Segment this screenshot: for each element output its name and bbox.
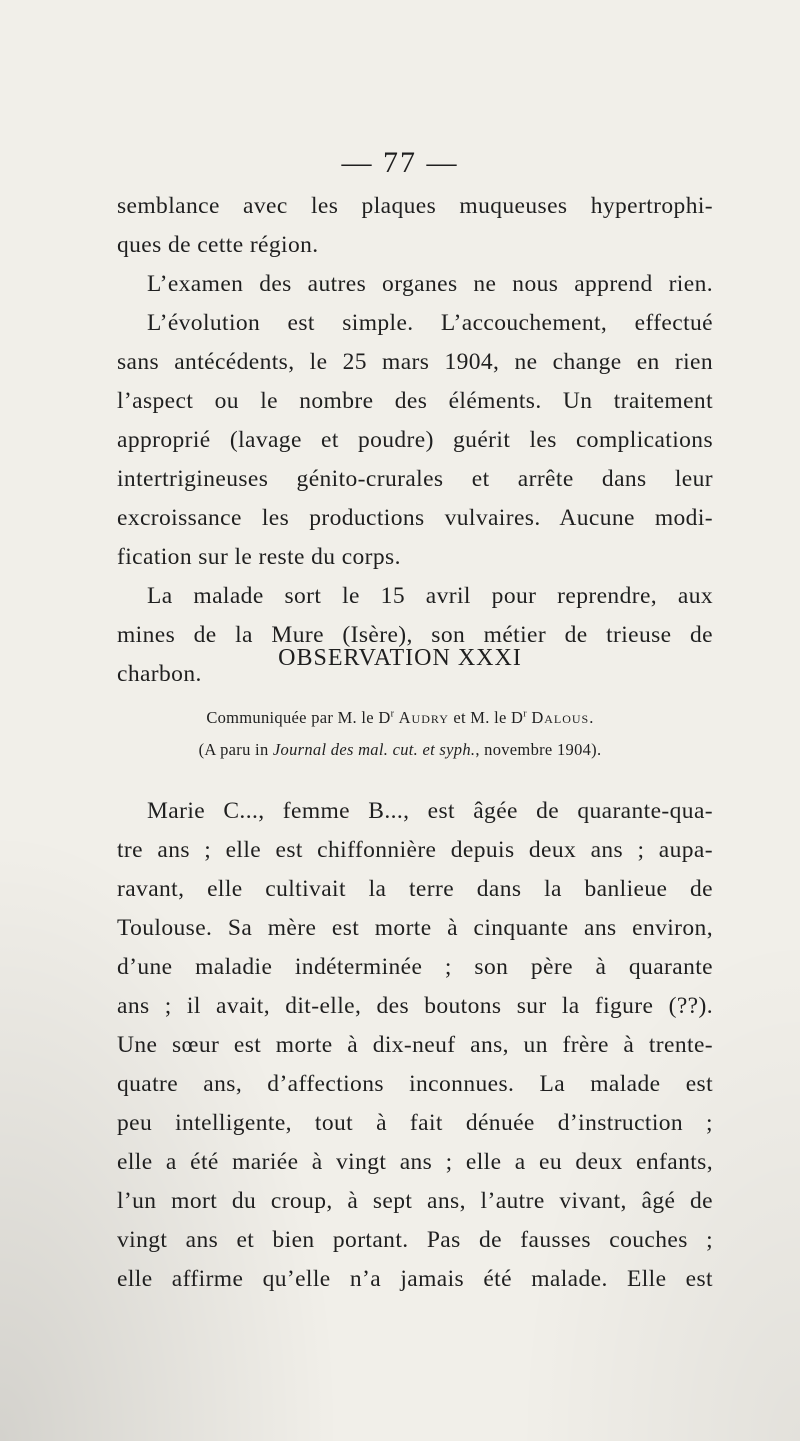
text-line: Une sœur est morte à dix-neuf ans, un frère à trente- [117,1032,713,1058]
page-number: — 77 — [341,146,459,179]
note-sup: r [390,708,395,720]
text-line: intertrigineuses génito-crurales et arrête dans leur [117,466,713,492]
text-line: d’une maladie indéterminée ; son père à quarante [117,954,713,980]
text-line: l’aspect ou le nombre des éléments. Un traitement [117,388,713,414]
paragraph-observation [117,792,713,1299]
text-line: Marie C..., femme B..., est âgée de quarante-qua- [147,798,713,824]
note-sup: r [523,708,527,720]
note-mid: et M. le D [448,708,524,727]
note-prefix: Communiquée par M. le D [206,708,391,727]
text-line: peu intelligente, tout à fait dénuée d’instruction ; [117,1110,713,1136]
text-line: L’évolution est simple. L’accouchement, effectué [147,310,713,336]
author-name: Audry [398,708,449,727]
text-line: l’un mort du croup, à sept ans, l’autre vivant, âgé de [117,1188,713,1214]
paragraph-continuation [117,187,713,694]
author-name: Dalous [531,708,590,727]
journal-title: Journal des mal. cut. et syph. [272,740,476,759]
text-line: semblance avec les plaques muqueuses hypertrophi- [117,193,713,219]
text-line: tre ans ; elle est chiffonnière depuis deux ans ; aupa- [117,837,713,863]
text-line: L’examen des autres organes ne nous apprend rien. [147,271,713,297]
text-line: excroissance les productions vulvaires. Aucune modi- [117,505,713,531]
text-line: ravant, elle cultivait la terre dans la banlieue de [117,876,713,902]
text-line: quatre ans, d’affections inconnues. La malade est [117,1071,713,1097]
observation-title: OBSERVATION XXXI [278,645,522,671]
pub-prefix: (A paru in [198,740,273,759]
pub-suffix: , novembre 1904). [475,740,602,759]
text-line: Toulouse. Sa mère est morte à cinquante ans environ, [117,915,713,941]
text-line: elle a été mariée à vingt ans ; elle a eu deux enfants, [117,1149,713,1175]
text-line: La malade sort le 15 avril pour reprendre, aux [147,583,713,609]
text-line: elle affirme qu’elle n’a jamais été malade. Elle est [117,1266,713,1292]
text-line: approprié (lavage et poudre) guérit les complications [117,427,713,453]
publication-note [0,740,800,760]
communication-note [0,708,800,728]
text-line: vingt ans et bien portant. Pas de fausses couches ; [117,1227,713,1253]
text-line: sans antécédents, le 25 mars 1904, ne change en rien [117,349,713,375]
text-line: ans ; il avait, dit-elle, des boutons sur la figure (??). [117,993,713,1019]
text-line: charbon. [117,661,202,687]
text-line: mines de la Mure (Isère), son métier de trieuse de [117,622,713,648]
note-end: . [589,708,594,727]
text-line: ques de cette région. [117,232,319,258]
text-line: fication sur le reste du corps. [117,544,401,570]
